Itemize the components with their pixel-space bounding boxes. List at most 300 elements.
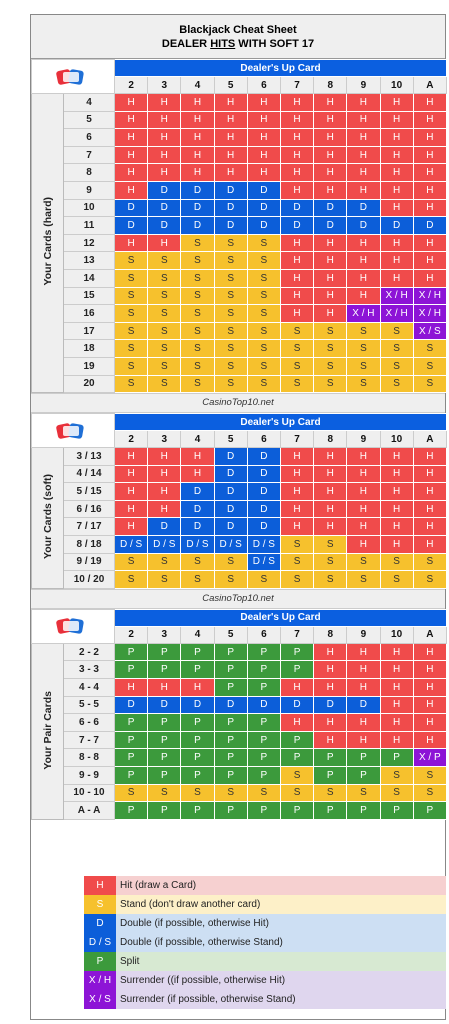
- action-cell: D / S: [214, 536, 247, 554]
- action-cell: H: [413, 94, 446, 112]
- dealer-card-8: 8: [314, 626, 347, 643]
- legend-item: [84, 895, 446, 914]
- table-row: [32, 181, 447, 199]
- action-cell: H: [380, 146, 413, 164]
- action-cell: H: [280, 287, 313, 305]
- action-cell: S: [115, 252, 148, 270]
- action-cell: P: [314, 802, 347, 820]
- table-row: [32, 731, 447, 749]
- action-cell: H: [347, 731, 380, 749]
- action-cell: H: [280, 111, 313, 129]
- action-cell: H: [380, 679, 413, 697]
- action-cell: H: [115, 129, 148, 147]
- action-cell: H: [148, 448, 181, 466]
- action-cell: S: [247, 234, 280, 252]
- table-row: [32, 465, 447, 483]
- action-cell: S: [115, 340, 148, 358]
- action-cell: S: [413, 375, 446, 393]
- action-cell: H: [314, 146, 347, 164]
- action-cell: P: [247, 749, 280, 767]
- action-cell: S: [380, 340, 413, 358]
- action-cell: H: [214, 111, 247, 129]
- action-cell: S: [148, 269, 181, 287]
- action-cell: P: [148, 767, 181, 785]
- action-cell: S: [380, 322, 413, 340]
- table-row: [32, 269, 447, 287]
- action-cell: H: [314, 234, 347, 252]
- action-cell: P: [181, 802, 214, 820]
- action-cell: H: [347, 252, 380, 270]
- action-cell: S: [148, 571, 181, 589]
- action-cell: H: [148, 234, 181, 252]
- action-cell: H: [380, 536, 413, 554]
- action-cell: H: [413, 731, 446, 749]
- action-cell: H: [247, 111, 280, 129]
- action-cell: D: [148, 199, 181, 217]
- action-cell: S: [247, 784, 280, 802]
- table-row: [32, 767, 447, 785]
- action-cell: P: [148, 661, 181, 679]
- action-cell: S: [380, 784, 413, 802]
- hand-label: 14: [64, 269, 115, 287]
- action-cell: S: [280, 553, 313, 571]
- hand-label: 8 / 18: [64, 536, 115, 554]
- table-row: [32, 500, 447, 518]
- action-cell: P: [115, 802, 148, 820]
- table-row: [32, 802, 447, 820]
- action-cell: P: [148, 731, 181, 749]
- action-cell: H: [115, 483, 148, 501]
- action-cell: H: [347, 536, 380, 554]
- hand-label: 9 / 19: [64, 553, 115, 571]
- hand-label: 2 - 2: [64, 643, 115, 661]
- action-cell: S: [413, 340, 446, 358]
- table-row: [32, 749, 447, 767]
- action-cell: H: [380, 111, 413, 129]
- section-table-2: [31, 413, 447, 589]
- action-cell: S: [314, 571, 347, 589]
- dealer-card-3: 3: [148, 431, 181, 448]
- hand-label: 6: [64, 129, 115, 147]
- table-row: [32, 111, 447, 129]
- action-cell: H: [181, 465, 214, 483]
- action-cell: H: [181, 146, 214, 164]
- action-cell: H: [280, 448, 313, 466]
- action-cell: S: [247, 571, 280, 589]
- action-cell: D: [148, 518, 181, 536]
- action-cell: H: [347, 181, 380, 199]
- section-table-1: [31, 59, 447, 393]
- table-row: [32, 305, 447, 323]
- action-cell: H: [347, 269, 380, 287]
- action-cell: H: [413, 661, 446, 679]
- legend-code: X / H: [84, 971, 116, 990]
- action-cell: D: [181, 181, 214, 199]
- action-cell: H: [347, 111, 380, 129]
- action-cell: H: [314, 269, 347, 287]
- action-cell: X / H: [413, 287, 446, 305]
- dealer-card-3: 3: [148, 626, 181, 643]
- logo-cell: [32, 414, 115, 448]
- action-cell: P: [280, 643, 313, 661]
- hand-label: 12: [64, 234, 115, 252]
- action-cell: P: [214, 749, 247, 767]
- action-cell: S: [181, 784, 214, 802]
- action-cell: H: [115, 465, 148, 483]
- action-cell: H: [280, 252, 313, 270]
- action-cell: H: [380, 483, 413, 501]
- hand-label: 15: [64, 287, 115, 305]
- action-cell: D: [314, 696, 347, 714]
- action-cell: S: [347, 340, 380, 358]
- dealer-card-2: 2: [115, 431, 148, 448]
- action-cell: S: [280, 357, 313, 375]
- action-cell: H: [148, 129, 181, 147]
- action-cell: H: [380, 94, 413, 112]
- action-cell: S: [214, 287, 247, 305]
- action-cell: D: [413, 217, 446, 235]
- action-cell: S: [148, 553, 181, 571]
- action-cell: S: [214, 375, 247, 393]
- legend-text: Split: [120, 956, 140, 967]
- action-cell: H: [347, 164, 380, 182]
- action-cell: S: [413, 553, 446, 571]
- action-cell: P: [280, 731, 313, 749]
- action-cell: S: [347, 784, 380, 802]
- action-cell: P: [115, 731, 148, 749]
- action-cell: H: [148, 465, 181, 483]
- action-cell: S: [380, 767, 413, 785]
- title-line-2: [31, 37, 445, 51]
- action-cell: H: [413, 234, 446, 252]
- action-cell: H: [413, 536, 446, 554]
- action-cell: H: [347, 661, 380, 679]
- dealer-card-10: 10: [380, 431, 413, 448]
- action-cell: H: [314, 661, 347, 679]
- action-cell: H: [380, 448, 413, 466]
- table-row: [32, 571, 447, 589]
- section-label: Your Pair Cards: [32, 643, 64, 819]
- action-cell: H: [115, 164, 148, 182]
- action-cell: H: [347, 234, 380, 252]
- action-cell: S: [115, 375, 148, 393]
- action-cell: H: [115, 500, 148, 518]
- dealer-up-card-header: Dealer's Up Card: [115, 609, 447, 626]
- sheet-title: [31, 15, 445, 59]
- action-cell: H: [347, 518, 380, 536]
- action-cell: H: [280, 234, 313, 252]
- hand-label: 8: [64, 164, 115, 182]
- action-cell: D: [214, 483, 247, 501]
- action-cell: D: [115, 199, 148, 217]
- action-cell: S: [280, 340, 313, 358]
- site-watermark: CasinoTop10.net: [31, 589, 445, 609]
- action-cell: P: [214, 802, 247, 820]
- dealer-card-10: 10: [380, 626, 413, 643]
- site-watermark: CasinoTop10.net: [31, 393, 445, 413]
- action-cell: P: [115, 661, 148, 679]
- action-cell: H: [413, 518, 446, 536]
- logo-cell: [32, 60, 115, 94]
- action-cell: D: [247, 181, 280, 199]
- action-cell: H: [380, 269, 413, 287]
- action-cell: H: [181, 94, 214, 112]
- action-cell: H: [413, 696, 446, 714]
- action-cell: P: [181, 767, 214, 785]
- action-cell: H: [380, 661, 413, 679]
- action-cell: H: [380, 199, 413, 217]
- action-cell: P: [181, 731, 214, 749]
- action-cell: S: [314, 322, 347, 340]
- action-cell: H: [314, 287, 347, 305]
- action-cell: S: [347, 571, 380, 589]
- table-row: [32, 784, 447, 802]
- hand-label: 8 - 8: [64, 749, 115, 767]
- hand-label: 17: [64, 322, 115, 340]
- action-cell: S: [214, 571, 247, 589]
- action-cell: H: [347, 448, 380, 466]
- action-cell: D: [181, 483, 214, 501]
- action-cell: D: [214, 181, 247, 199]
- action-cell: H: [314, 305, 347, 323]
- action-cell: S: [247, 322, 280, 340]
- action-cell: S: [380, 571, 413, 589]
- action-cell: P: [115, 714, 148, 732]
- action-cell: P: [148, 643, 181, 661]
- action-cell: H: [148, 111, 181, 129]
- dealer-card-10: 10: [380, 77, 413, 94]
- hand-label: 16: [64, 305, 115, 323]
- action-cell: H: [148, 500, 181, 518]
- action-cell: S: [380, 375, 413, 393]
- action-cell: D: [314, 217, 347, 235]
- dealer-card-9: 9: [347, 77, 380, 94]
- dealer-card-5: 5: [214, 77, 247, 94]
- action-cell: H: [380, 181, 413, 199]
- action-cell: S: [314, 784, 347, 802]
- legend-item: [84, 914, 446, 933]
- legend-text: Surrender (if possible, otherwise Stand): [120, 994, 296, 1005]
- action-cell: S: [247, 357, 280, 375]
- action-cell: P: [347, 767, 380, 785]
- action-cell: H: [413, 448, 446, 466]
- dealer-card-2: 2: [115, 626, 148, 643]
- action-cell: S: [214, 340, 247, 358]
- action-cell: S: [214, 305, 247, 323]
- action-cell: D / S: [181, 536, 214, 554]
- hand-label: 4 - 4: [64, 679, 115, 697]
- action-cell: S: [314, 340, 347, 358]
- action-cell: H: [413, 483, 446, 501]
- hand-label: 6 / 16: [64, 500, 115, 518]
- action-cell: H: [413, 252, 446, 270]
- action-cell: H: [148, 679, 181, 697]
- table-row: [32, 518, 447, 536]
- dealer-card-7: 7: [280, 77, 313, 94]
- action-cell: H: [280, 146, 313, 164]
- action-cell: S: [115, 322, 148, 340]
- action-cell: D: [247, 448, 280, 466]
- legend-code: D: [84, 914, 116, 933]
- action-cell: H: [380, 696, 413, 714]
- legend-code: X / S: [84, 990, 116, 1009]
- action-cell: P: [115, 749, 148, 767]
- action-cell: S: [148, 357, 181, 375]
- action-cell: D: [214, 465, 247, 483]
- action-cell: H: [413, 269, 446, 287]
- action-cell: S: [413, 784, 446, 802]
- action-cell: S: [247, 340, 280, 358]
- action-cell: H: [380, 465, 413, 483]
- action-cell: H: [380, 643, 413, 661]
- action-cell: S: [115, 305, 148, 323]
- action-cell: H: [314, 164, 347, 182]
- hand-label: 13: [64, 252, 115, 270]
- table-row: [32, 94, 447, 112]
- dealer-card-5: 5: [214, 626, 247, 643]
- action-cell: H: [347, 146, 380, 164]
- action-cell: H: [314, 500, 347, 518]
- action-cell: D / S: [115, 536, 148, 554]
- action-cell: P: [115, 643, 148, 661]
- action-cell: P: [181, 714, 214, 732]
- legend-code: D / S: [84, 933, 116, 952]
- action-cell: H: [181, 448, 214, 466]
- action-cell: H: [115, 181, 148, 199]
- action-cell: D: [214, 199, 247, 217]
- hand-label: 4: [64, 94, 115, 112]
- table-row: [32, 553, 447, 571]
- action-cell: D: [347, 696, 380, 714]
- action-cell: P: [214, 767, 247, 785]
- action-cell: D: [181, 696, 214, 714]
- action-cell: D: [247, 696, 280, 714]
- action-cell: H: [314, 252, 347, 270]
- table-row: [32, 129, 447, 147]
- title-pre: DEALER: [161, 38, 211, 50]
- action-cell: H: [115, 146, 148, 164]
- action-cell: H: [314, 679, 347, 697]
- action-cell: P: [247, 731, 280, 749]
- action-cell: P: [413, 802, 446, 820]
- action-cell: H: [214, 146, 247, 164]
- table-row: [32, 357, 447, 375]
- action-cell: S: [347, 357, 380, 375]
- action-cell: H: [347, 643, 380, 661]
- action-cell: S: [280, 375, 313, 393]
- casino-logo-icon: [55, 616, 91, 636]
- dealer-card-6: 6: [247, 77, 280, 94]
- action-cell: S: [214, 553, 247, 571]
- action-cell: H: [314, 94, 347, 112]
- action-cell: H: [413, 181, 446, 199]
- action-cell: S: [181, 269, 214, 287]
- hand-label: 3 / 13: [64, 448, 115, 466]
- legend-item: [84, 990, 446, 1009]
- hand-label: 10: [64, 199, 115, 217]
- legend-text: Double (if possible, otherwise Hit): [120, 918, 269, 929]
- action-cell: H: [280, 181, 313, 199]
- action-cell: S: [280, 322, 313, 340]
- hand-label: 19: [64, 357, 115, 375]
- title-line-1: Blackjack Cheat Sheet: [179, 24, 297, 36]
- action-cell: S: [413, 357, 446, 375]
- action-cell: S: [380, 553, 413, 571]
- action-cell: X / H: [380, 287, 413, 305]
- section-label: Your Cards (soft): [32, 448, 64, 589]
- dealer-card-4: 4: [181, 77, 214, 94]
- action-cell: S: [247, 375, 280, 393]
- action-cell: P: [214, 679, 247, 697]
- hand-label: 10 - 10: [64, 784, 115, 802]
- hand-label: 10 / 20: [64, 571, 115, 589]
- action-cell: D / S: [247, 553, 280, 571]
- hand-label: 7: [64, 146, 115, 164]
- action-cell: H: [280, 94, 313, 112]
- action-cell: H: [247, 164, 280, 182]
- action-cell: S: [380, 357, 413, 375]
- table-row: [32, 536, 447, 554]
- action-cell: H: [413, 465, 446, 483]
- hand-label: 5: [64, 111, 115, 129]
- table-row: [32, 234, 447, 252]
- action-cell: S: [214, 784, 247, 802]
- casino-logo-icon: [55, 421, 91, 441]
- action-cell: S: [413, 767, 446, 785]
- action-cell: H: [314, 731, 347, 749]
- action-cell: D: [380, 217, 413, 235]
- action-cell: H: [314, 465, 347, 483]
- action-cell: P: [380, 802, 413, 820]
- action-cell: H: [280, 714, 313, 732]
- action-cell: H: [314, 129, 347, 147]
- action-cell: H: [347, 714, 380, 732]
- action-cell: D: [214, 217, 247, 235]
- action-cell: D / S: [148, 536, 181, 554]
- action-cell: H: [347, 94, 380, 112]
- action-cell: D: [214, 518, 247, 536]
- action-cell: P: [247, 767, 280, 785]
- action-cell: P: [314, 767, 347, 785]
- action-cell: H: [380, 731, 413, 749]
- action-cell: H: [148, 146, 181, 164]
- action-cell: H: [214, 94, 247, 112]
- action-cell: H: [413, 164, 446, 182]
- action-cell: H: [413, 199, 446, 217]
- logo-cell: [32, 609, 115, 643]
- hand-label: 9 - 9: [64, 767, 115, 785]
- action-cell: S: [115, 269, 148, 287]
- action-cell: D: [148, 217, 181, 235]
- action-cell: H: [280, 164, 313, 182]
- action-cell: S: [148, 340, 181, 358]
- hand-label: 20: [64, 375, 115, 393]
- cheat-sheet: [30, 14, 446, 1020]
- dealer-up-card-header: Dealer's Up Card: [115, 60, 447, 77]
- action-cell: D: [115, 696, 148, 714]
- table-row: [32, 375, 447, 393]
- dealer-card-7: 7: [280, 626, 313, 643]
- action-cell: S: [181, 340, 214, 358]
- action-cell: H: [413, 129, 446, 147]
- action-cell: P: [280, 802, 313, 820]
- dealer-card-6: 6: [247, 431, 280, 448]
- action-cell: H: [314, 518, 347, 536]
- action-cell: D: [181, 500, 214, 518]
- strategy-sections: [31, 59, 445, 820]
- dealer-card-9: 9: [347, 431, 380, 448]
- hand-label: 11: [64, 217, 115, 235]
